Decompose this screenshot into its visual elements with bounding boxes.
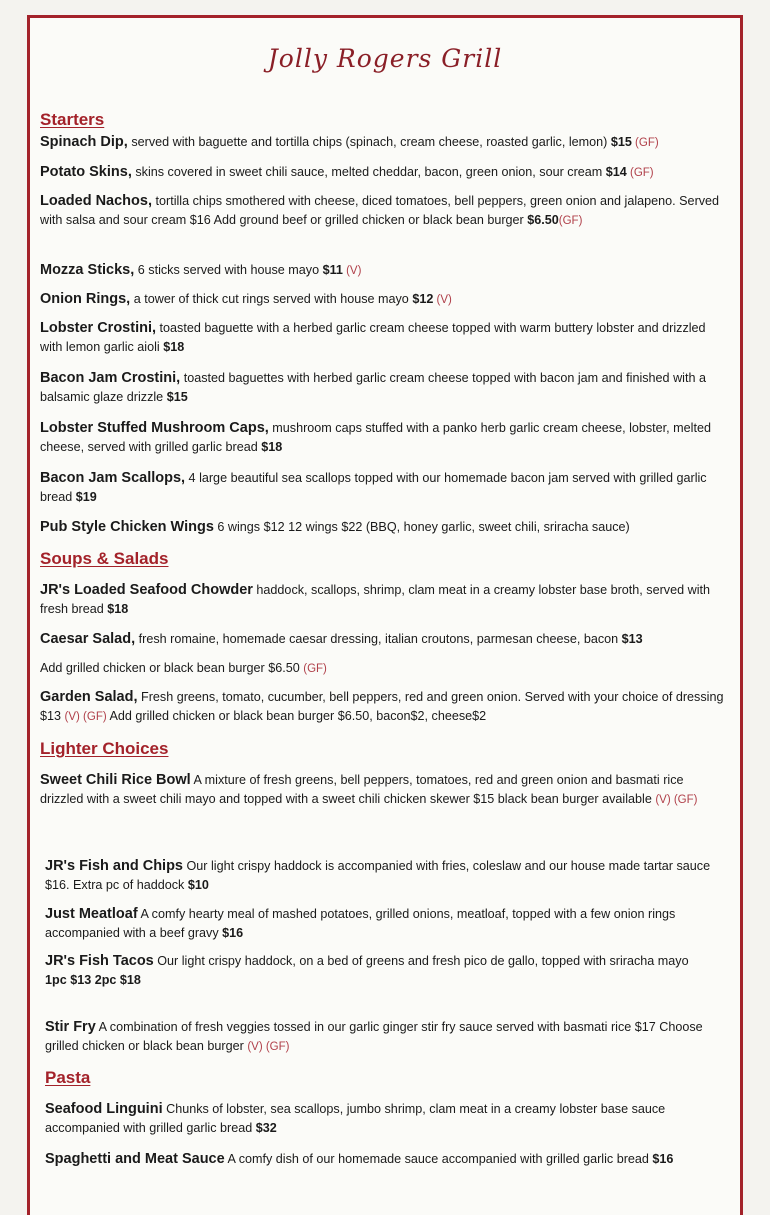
item-price: $15 <box>166 390 188 404</box>
menu-item <box>45 952 728 990</box>
item-tags: (GF) <box>303 663 327 675</box>
item-name: Caesar Salad, <box>40 631 136 647</box>
item-name: Sweet Chili Rice Bowl <box>40 772 191 788</box>
item-desc: haddock, scallops, shrimp, clam meat in a creamy lobster base broth, served with fresh bread <box>40 583 710 616</box>
item-price: $18 <box>107 602 129 616</box>
item-desc: toasted baguette with a herbed garlic cream cheese topped with warm buttery lobster and drizzled with lemon garlic aioli <box>40 321 706 354</box>
item-price: $10 <box>187 878 209 892</box>
item-name: Mozza Sticks, <box>40 262 135 278</box>
item-price: $19 <box>75 490 97 504</box>
item-tags: (V) <box>433 294 452 306</box>
item-price-line: 1pc $13 2pc $18 <box>45 973 141 987</box>
item-name: Lobster Crostini, <box>40 320 157 336</box>
item-price: $13 <box>621 632 643 646</box>
item-tags: (GF) <box>558 215 583 227</box>
menu-item <box>40 192 728 231</box>
item-desc: Fresh greens, tomato, cucumber, bell peppers, red and green onion. Served with your choice of dressing $13 <box>40 690 724 723</box>
menu-item <box>40 163 728 183</box>
item-name: Just Meatloaf <box>45 906 138 922</box>
item-price: $18 <box>163 340 185 354</box>
item-desc: A mixture of fresh greens, bell peppers, tomatoes, red and green onion and basmati rice drizzled with a sweet chili mayo and topped with a sweet chili chicken skewer $15 black bean burger available <box>40 773 684 806</box>
menu-page <box>27 15 743 1215</box>
item-price: $18 <box>261 440 283 454</box>
item-desc: Our light crispy haddock, on a bed of greens and fresh pico de gallo, topped with sriracha mayo <box>153 954 689 968</box>
menu-item <box>45 857 728 895</box>
item-desc: fresh romaine, homemade caesar dressing, italian croutons, parmesan cheese, bacon <box>135 632 622 646</box>
item-desc: Add grilled chicken or black bean burger $6.50 <box>40 661 304 675</box>
menu-item <box>40 261 728 281</box>
menu-item <box>40 581 728 620</box>
item-price: $12 <box>412 292 434 306</box>
menu-item <box>40 659 728 679</box>
item-desc: tortilla chips smothered with cheese, diced tomatoes, bell peppers, green onion and jalapeno. Served with salsa and sour cream $16 Add ground beef or grilled chicken or black bean burger <box>40 194 720 227</box>
item-tags: (V) (GF) <box>247 1041 290 1053</box>
item-tags: (GF) <box>626 167 654 179</box>
item-tags: (V) (GF) <box>64 711 107 723</box>
menu-item <box>40 469 728 508</box>
item-name: Lobster Stuffed Mushroom Caps, <box>40 420 269 436</box>
item-name: Spaghetti and Meat Sauce <box>45 1151 225 1167</box>
menu-item <box>45 1100 728 1138</box>
item-name: JR's Fish and Chips <box>45 858 183 874</box>
menu-item <box>40 369 728 408</box>
item-desc: toasted baguettes with herbed garlic cream cheese topped with bacon jam and finished with a balsamic glaze drizzle <box>40 371 706 404</box>
item-name: Seafood Linguini <box>45 1101 163 1117</box>
item-desc: served with baguette and tortilla chips (spinach, cream cheese, roasted garlic, lemon) <box>127 135 611 149</box>
item-name: Potato Skins, <box>40 164 132 180</box>
item-name: Loaded Nachos, <box>40 193 152 209</box>
item-price: $11 <box>322 263 343 277</box>
item-desc-extra: Add grilled chicken or black bean burger $6.50, bacon$2, cheese$2 <box>106 709 487 723</box>
item-name: Bacon Jam Scallops, <box>40 470 186 486</box>
item-desc: 4 large beautiful sea scallops topped with our homemade bacon jam served with grilled garlic bread <box>40 471 707 504</box>
menu-item <box>40 419 728 458</box>
item-name: Onion Rings, <box>40 291 131 307</box>
menu-item <box>40 518 728 538</box>
item-desc: 6 sticks served with house mayo <box>134 263 323 277</box>
item-desc: mushroom caps stuffed with a panko herb garlic cream cheese, lobster, melted cheese, served with grilled garlic bread <box>40 421 711 454</box>
section-title-starters: Starters <box>40 110 105 129</box>
menu-item <box>40 290 728 310</box>
section-title-soups-salads: Soups & Salads <box>40 549 169 568</box>
menu-item <box>45 1018 728 1057</box>
menu-item <box>40 630 728 650</box>
item-name: JR's Loaded Seafood Chowder <box>40 582 253 598</box>
item-desc: Our light crispy haddock is accompanied with fries, coleslaw and our house made tartar sauce $16. Extra pc of haddock <box>45 859 711 892</box>
item-price: $32 <box>255 1121 277 1135</box>
item-tags: (V) <box>342 265 362 277</box>
restaurant-title: Jolly Rogers Grill <box>267 44 503 73</box>
item-price: $16 <box>652 1152 674 1166</box>
section-title-pasta: Pasta <box>45 1068 91 1087</box>
section-title-lighter-choices: Lighter Choices <box>40 739 169 758</box>
item-desc: A combination of fresh veggies tossed in our garlic ginger stir fry sauce served with basmati rice $17 Choose grilled chicken or black bean burger <box>45 1020 703 1053</box>
item-desc: A comfy hearty meal of mashed potatoes, grilled onions, meatloaf, topped with a few onion rings accompanied with a beef gravy <box>45 907 676 940</box>
menu-item <box>45 1150 728 1169</box>
item-tags: (GF) <box>631 137 659 149</box>
item-name: Pub Style Chicken Wings <box>40 519 214 535</box>
menu-item <box>40 133 728 153</box>
item-name: Garden Salad, <box>40 689 138 705</box>
item-desc: Chunks of lobster, sea scallops, jumbo shrimp, clam meat in a creamy lobster base sauce accompanied with grilled garlic bread <box>45 1102 666 1135</box>
item-name: Bacon Jam Crostini, <box>40 370 181 386</box>
item-name: Spinach Dip, <box>40 134 128 150</box>
item-name: Stir Fry <box>45 1019 96 1035</box>
menu-item <box>40 319 728 358</box>
item-desc: a tower of thick cut rings served with house mayo <box>130 292 413 306</box>
item-desc: 6 wings $12 12 wings $22 (BBQ, honey garlic, sweet chili, sriracha sauce) <box>213 520 630 534</box>
item-price: $14 <box>605 165 627 179</box>
item-price: $16 <box>222 926 244 940</box>
item-name: JR's Fish Tacos <box>45 953 154 969</box>
item-desc: skins covered in sweet chili sauce, melted cheddar, bacon, green onion, sour cream <box>131 165 606 179</box>
item-price: $15 <box>610 135 632 149</box>
menu-item <box>45 905 728 943</box>
item-desc: A comfy dish of our homemade sauce accompanied with grilled garlic bread <box>224 1152 653 1166</box>
menu-item <box>40 771 728 810</box>
item-price: $6.50 <box>527 213 559 227</box>
item-tags: (V) (GF) <box>655 794 698 806</box>
menu-item <box>40 688 728 727</box>
